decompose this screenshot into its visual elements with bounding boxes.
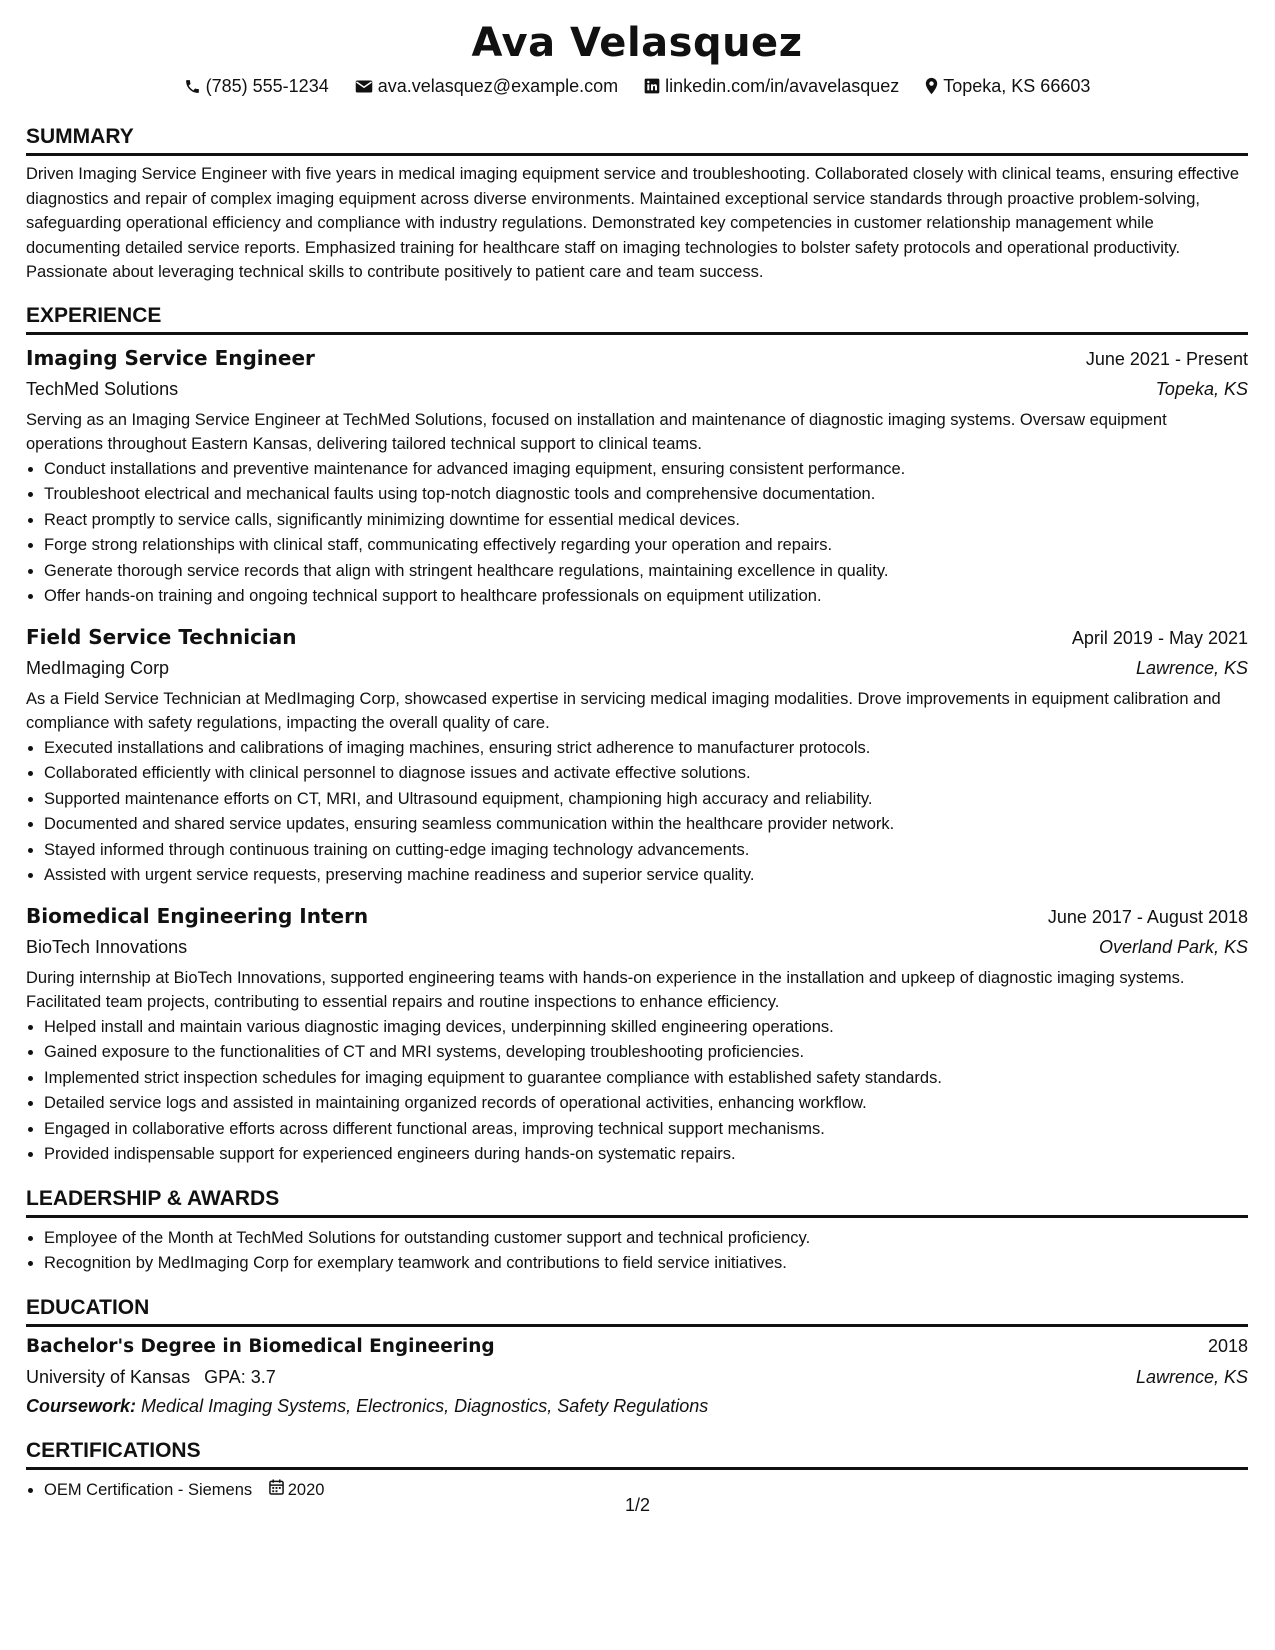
envelope-icon — [355, 79, 373, 94]
graduation-year: 2018 — [1207, 1335, 1248, 1356]
certification-name: OEM Certification - Siemens — [44, 1480, 253, 1499]
list-item: • Assisted with urgent service requests, preserving machine readiness and superior service quality. — [44, 863, 1248, 889]
job-company: BioTech Innovations — [26, 936, 188, 957]
list-item: • Provided indispensable support for experienced engineers during hands-on systematic repairs. — [44, 1142, 1248, 1168]
job-dates: April 2019 - May 2021 — [1071, 627, 1248, 648]
email-text: ava.velasquez@example.com — [377, 76, 619, 96]
job-title: Field Service Technician — [26, 624, 297, 649]
phone-text: (785) 555-1234 — [205, 76, 329, 96]
resume-page — [26, 18, 1248, 1503]
map-pin-icon — [925, 77, 938, 95]
list-item: • Supported maintenance efforts on CT, MRI, and Ultrasound equipment, championing high accuracy and reliability. — [44, 787, 1248, 813]
list-item: • Conduct installations and preventive maintenance for advanced imaging equipment, ensuring consistent performance. — [44, 457, 1248, 483]
list-item: • Helped install and maintain various diagnostic imaging devices, underpinning skilled engineering operations. — [44, 1015, 1248, 1041]
coursework-label: Coursework: — [26, 1395, 137, 1416]
list-item: • Employee of the Month at TechMed Solutions for outstanding customer support and technical proficiency. — [44, 1226, 1248, 1252]
linkedin-text: linkedin.com/in/avavelasquez — [665, 76, 900, 96]
contact-linkedin[interactable] — [644, 74, 899, 98]
coursework-line — [26, 1392, 1248, 1420]
list-item: • Stayed informed through continuous training on cutting-edge imaging technology advancements. — [44, 838, 1248, 864]
awards-list — [26, 1226, 1248, 1277]
job-description: As a Field Service Technician at MedImaging Corp, showcased expertise in servicing medical imaging modalities. Drove improvements in equipment calibration and compliance with safety regulations, impacting the overall quality of care. — [26, 689, 1221, 732]
linkedin-icon — [644, 78, 660, 94]
list-item: • Recognition by MedImaging Corp for exemplary teamwork and contributions to field service initiatives. — [44, 1251, 1248, 1277]
job-description: During internship at BioTech Innovations, supported engineering teams with hands-on experience in the installation and upkeep of diagnostic imaging systems. Facilitated team projects, contributing to essential repairs and routine inspections to enhance efficiency. — [26, 968, 1185, 1011]
contact-email[interactable] — [355, 74, 618, 98]
list-item: • Engaged in collaborative efforts across different functional areas, improving technical support mechanisms. — [44, 1117, 1248, 1143]
job-title: Imaging Service Engineer — [26, 345, 315, 370]
job-entry — [26, 622, 1248, 889]
school-location: Lawrence, KS — [1135, 1366, 1248, 1387]
awards-heading: LEADERSHIP & AWARDS — [26, 1186, 1248, 1218]
awards-section — [26, 1186, 1248, 1277]
contact-bar — [26, 74, 1248, 98]
job-bullets — [26, 736, 1248, 889]
contact-location — [925, 74, 1090, 98]
summary-text: Driven Imaging Service Engineer with five years in medical imaging equipment service and troubleshooting. Collaborated closely with clinical teams, ensuring effective diagnostics and repair of complex imaging equipment across diverse environments. Maintained exceptional service standards through proactive problem-solving, safeguarding operational efficiency and compliance with industry regulations. Demonstrated key competencies in customer relationship management while documenting detailed service reports. Emphasized training for healthcare staff on imaging technologies to bolster safety protocols and operational productivity. Passionate about leveraging technical skills to contribute positively to patient care and team success. — [26, 165, 1240, 281]
job-location: Topeka, KS — [1155, 378, 1248, 399]
list-item: • Executed installations and calibrations of imaging machines, ensuring strict adherence to manufacturer protocols. — [44, 736, 1248, 762]
degree-title: Bachelor's Degree in Biomedical Engineering — [26, 1335, 495, 1357]
gpa-value: GPA: 3.7 — [204, 1366, 276, 1387]
coursework-list: Medical Imaging Systems, Electronics, Diagnostics, Safety Regulations — [141, 1395, 709, 1416]
job-entry — [26, 343, 1248, 610]
experience-section — [26, 303, 1248, 1168]
job-location: Lawrence, KS — [1135, 657, 1248, 678]
list-item: • Forge strong relationships with clinical staff, communicating effectively regarding your operation and repairs. — [44, 533, 1248, 559]
list-item: • Detailed service logs and assisted in maintaining organized records of operational activities, enhancing workflow. — [44, 1091, 1248, 1117]
list-item: • Collaborated efficiently with clinical personnel to diagnose issues and activate effective solutions. — [44, 761, 1248, 787]
list-item: • Gained exposure to the functionalities of CT and MRI systems, developing troubleshooting proficiencies. — [44, 1040, 1248, 1066]
experience-heading: EXPERIENCE — [26, 303, 1248, 335]
job-company: MedImaging Corp — [26, 657, 170, 678]
list-item: • Generate thorough service records that align with stringent healthcare regulations, maintaining excellence in quality. — [44, 559, 1248, 585]
list-item: • Offer hands-on training and ongoing technical support to healthcare professionals on equipment utilization. — [44, 584, 1248, 610]
page-number: 1/2 — [624, 1495, 651, 1515]
job-location: Overland Park, KS — [1098, 936, 1248, 957]
job-company: TechMed Solutions — [26, 378, 179, 399]
job-dates: June 2017 - August 2018 — [1047, 906, 1248, 927]
certifications-heading: CERTIFICATIONS — [26, 1438, 1248, 1470]
list-item: • Implemented strict inspection schedules for imaging equipment to guarantee compliance with established safety standards. — [44, 1066, 1248, 1092]
contact-phone[interactable] — [184, 74, 329, 98]
location-text: Topeka, KS 66603 — [943, 76, 1091, 96]
summary-heading: SUMMARY — [26, 124, 1248, 156]
candidate-name: Ava Velasquez — [471, 20, 803, 66]
school-name: University of Kansas — [26, 1366, 191, 1387]
job-title: Biomedical Engineering Intern — [26, 903, 369, 928]
job-dates: June 2021 - Present — [1085, 348, 1248, 369]
summary-section — [26, 124, 1248, 285]
education-section — [26, 1295, 1248, 1420]
list-item: • React promptly to service calls, significantly minimizing downtime for essential medical devices. — [44, 508, 1248, 534]
certification-date: 2020 — [287, 1480, 325, 1499]
job-bullets — [26, 1015, 1248, 1168]
list-item: • Documented and shared service updates, ensuring seamless communication within the healthcare provider network. — [44, 812, 1248, 838]
list-item: • Troubleshoot electrical and mechanical faults using top-notch diagnostic tools and comprehensive documentation. — [44, 482, 1248, 508]
job-bullets — [26, 457, 1248, 610]
phone-icon — [184, 78, 201, 95]
education-heading: EDUCATION — [26, 1295, 1248, 1327]
job-description: Serving as an Imaging Service Engineer at TechMed Solutions, focused on installation and maintenance of diagnostic imaging systems. Oversaw equipment operations throughout Eastern Kansas, delivering tailored technical support to clinical teams. — [26, 410, 1167, 453]
job-entry — [26, 901, 1248, 1168]
